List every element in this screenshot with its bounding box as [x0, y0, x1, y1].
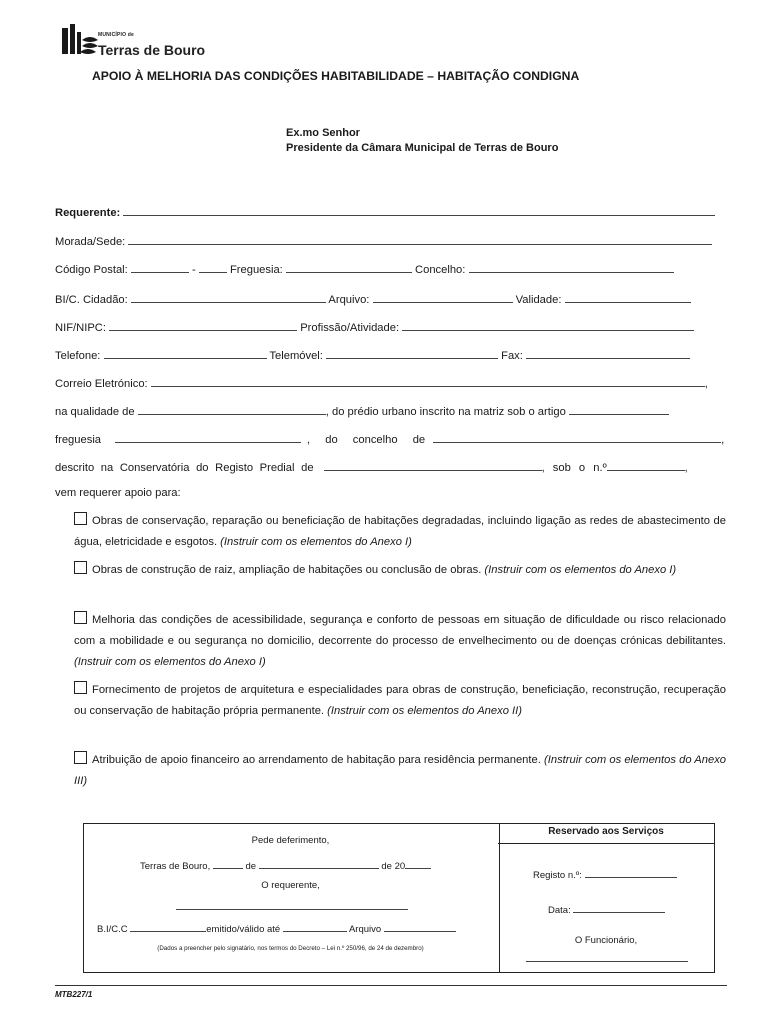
- option-2: [74, 560, 726, 581]
- option-3-checkbox[interactable]: [74, 611, 87, 624]
- profissao-field[interactable]: [402, 319, 694, 331]
- arquivo2-label: Arquivo: [348, 924, 382, 935]
- bicc-field[interactable]: [130, 922, 206, 932]
- registo-label: Registo n.º:: [533, 870, 582, 881]
- email-label: Correio Eletrónico:: [55, 378, 148, 390]
- address-line-2: Presidente da Câmara Municipal de Terras de Bouro: [286, 142, 559, 154]
- email-row: Correio Eletrónico: ,: [55, 375, 708, 390]
- option-1-text: Obras de conservação, reparação ou beneficiação de habitações degradadas, incluindo ligação as redes de abastecimento de água, eletricidade e esgotos.: [74, 515, 726, 548]
- fax-label: Fax:: [501, 350, 523, 362]
- requerente-field[interactable]: [123, 204, 715, 216]
- arquivo-field[interactable]: [373, 291, 513, 303]
- form-code: MTB227/1: [55, 990, 93, 999]
- requerente-label: Requerente:: [55, 207, 121, 219]
- email-field[interactable]: [151, 375, 705, 387]
- day-field[interactable]: [213, 859, 243, 869]
- telemovel-label: Telemóvel:: [269, 350, 323, 362]
- codigo-postal-field-2[interactable]: [199, 261, 227, 273]
- concelho-field[interactable]: [469, 261, 674, 273]
- nif-label: NIF/NIPC:: [55, 322, 106, 334]
- qualidade-field[interactable]: [138, 403, 326, 415]
- qualidade-row: [55, 403, 669, 418]
- reserved-box: [498, 823, 715, 973]
- funcionario-signature-line[interactable]: [526, 961, 688, 962]
- option-2-text: Obras de construção de raiz, ampliação de habitações ou conclusão de obras.: [92, 564, 482, 576]
- de2-label: de 20: [381, 861, 406, 872]
- emitido-field[interactable]: [283, 922, 347, 932]
- emitido-label: emitido/válido até: [206, 924, 281, 935]
- option-5-text: Atribuição de apoio financeiro ao arrendamento de habitação para residência permanente.: [92, 754, 541, 766]
- codigo-postal-dash: -: [191, 264, 196, 276]
- conservatoria-field[interactable]: [324, 459, 542, 471]
- month-field[interactable]: [259, 859, 379, 869]
- morada-label: Morada/Sede:: [55, 236, 126, 248]
- numero-field[interactable]: [607, 459, 685, 471]
- codigo-postal-row: [55, 261, 674, 276]
- requerente-sign-label: O requerente,: [261, 880, 320, 891]
- freguesia2-row: freguesia , do concelho de ,: [55, 431, 727, 446]
- option-5-checkbox[interactable]: [74, 751, 87, 764]
- morada-row: [55, 233, 712, 248]
- de1-label: de: [245, 861, 257, 872]
- bi-cc-row: [97, 922, 456, 935]
- codigo-postal-label: Código Postal:: [55, 264, 128, 276]
- descrito-label: descrito na Conservatória do Registo Predial de: [55, 462, 314, 474]
- logo-municipio-text: MUNICÍPIO de: [98, 32, 135, 38]
- option-4-text: Fornecimento de projetos de arquitetura e especialidades para obras de construção, beneficiação, reconstrução, recuperação ou conservação de habitação própria permanente.: [74, 684, 726, 717]
- option-3: [74, 610, 726, 673]
- telefone-label: Telefone:: [55, 350, 101, 362]
- concelho2-label: , do concelho de: [307, 434, 426, 446]
- codigo-postal-field-1[interactable]: [131, 261, 189, 273]
- option-4: [74, 680, 726, 722]
- local-label: Terras de Bouro,: [140, 861, 211, 872]
- validade-label: Validade:: [515, 294, 562, 306]
- nif-row: [55, 319, 694, 334]
- option-3-note: (Instruir com os elementos do Anexo I): [74, 656, 266, 668]
- document-title: APOIO À MELHORIA DAS CONDIÇÕES HABITABILIDADE – HABITAÇÃO CONDIGNA: [92, 69, 580, 83]
- reserved-title: Reservado aos Serviços: [498, 823, 714, 844]
- validade-field[interactable]: [565, 291, 691, 303]
- data-label: Data:: [548, 905, 571, 916]
- morada-field[interactable]: [128, 233, 712, 245]
- option-3-text: Melhoria das condições de acessibilidade, segurança e conforto de pessoas em situação de dificuldade ou risco relacionado com a mobilidade e ou segurança no domicilio, decorrente do processo de envelhecimento ou de doenças crónicas debilitantes.: [74, 614, 726, 647]
- bi-label: BI/C. Cidadão:: [55, 294, 128, 306]
- pede-deferimento: Pede deferimento,: [251, 835, 330, 846]
- arquivo-label: Arquivo:: [328, 294, 370, 306]
- signature-line[interactable]: [176, 909, 408, 910]
- descrito-row: descrito na Conservatória do Registo Predial de , sob o n.º ,: [55, 459, 727, 474]
- concelho-label: Concelho:: [415, 264, 466, 276]
- address-line-1: Ex.mo Senhor: [286, 127, 360, 139]
- legal-note: (Dados a preencher pelo signatário, nos termos do Decreto – Lei n.º 250/96, de 24 de dezembro): [157, 945, 424, 952]
- predio-label: , do prédio urbano inscrito na matriz sob o artigo: [325, 406, 566, 418]
- option-1: [74, 511, 726, 553]
- logo-name: Terras de Bouro: [98, 42, 206, 58]
- option-1-note: (Instruir com os elementos do Anexo I): [220, 536, 412, 548]
- data-row: [548, 903, 665, 916]
- artigo-field[interactable]: [569, 403, 669, 415]
- option-2-note: (Instruir com os elementos do Anexo I): [484, 564, 677, 576]
- registo-row: [533, 868, 677, 881]
- bicc-label: B.I/C.C: [97, 924, 128, 935]
- freguesia2-field[interactable]: [115, 431, 301, 443]
- requerente-row: [55, 204, 715, 219]
- option-5: [74, 750, 726, 792]
- freguesia-field[interactable]: [286, 261, 412, 273]
- telemovel-field[interactable]: [326, 347, 498, 359]
- year-field[interactable]: [405, 859, 431, 869]
- concelho2-field[interactable]: [433, 431, 721, 443]
- bi-row: [55, 291, 691, 306]
- profissao-label: Profissão/Atividade:: [300, 322, 400, 334]
- date-row: [140, 859, 431, 872]
- bi-field[interactable]: [131, 291, 326, 303]
- vem-requerer-text: vem requerer apoio para:: [55, 487, 181, 499]
- freguesia-label: Freguesia:: [229, 264, 283, 276]
- freguesia2-label: freguesia: [55, 434, 102, 446]
- nif-field[interactable]: [109, 319, 297, 331]
- telefone-field[interactable]: [104, 347, 267, 359]
- registo-field[interactable]: [585, 868, 677, 878]
- arquivo2-field[interactable]: [384, 922, 456, 932]
- fax-field[interactable]: [526, 347, 690, 359]
- option-4-note: (Instruir com os elementos do Anexo II): [327, 705, 522, 717]
- option-4-checkbox[interactable]: [74, 681, 87, 694]
- data-field[interactable]: [573, 903, 665, 913]
- option-1-checkbox[interactable]: [74, 512, 87, 525]
- option-5-note: (Instruir com os elementos do Anexo III): [74, 754, 727, 787]
- telefone-row: [55, 347, 690, 362]
- option-2-checkbox[interactable]: [74, 561, 87, 574]
- funcionario-label: O Funcionário,: [574, 935, 638, 946]
- qualidade-label: na qualidade de: [55, 406, 135, 418]
- sob-label: , sob o n.º: [541, 462, 607, 474]
- footer-divider: [55, 985, 727, 986]
